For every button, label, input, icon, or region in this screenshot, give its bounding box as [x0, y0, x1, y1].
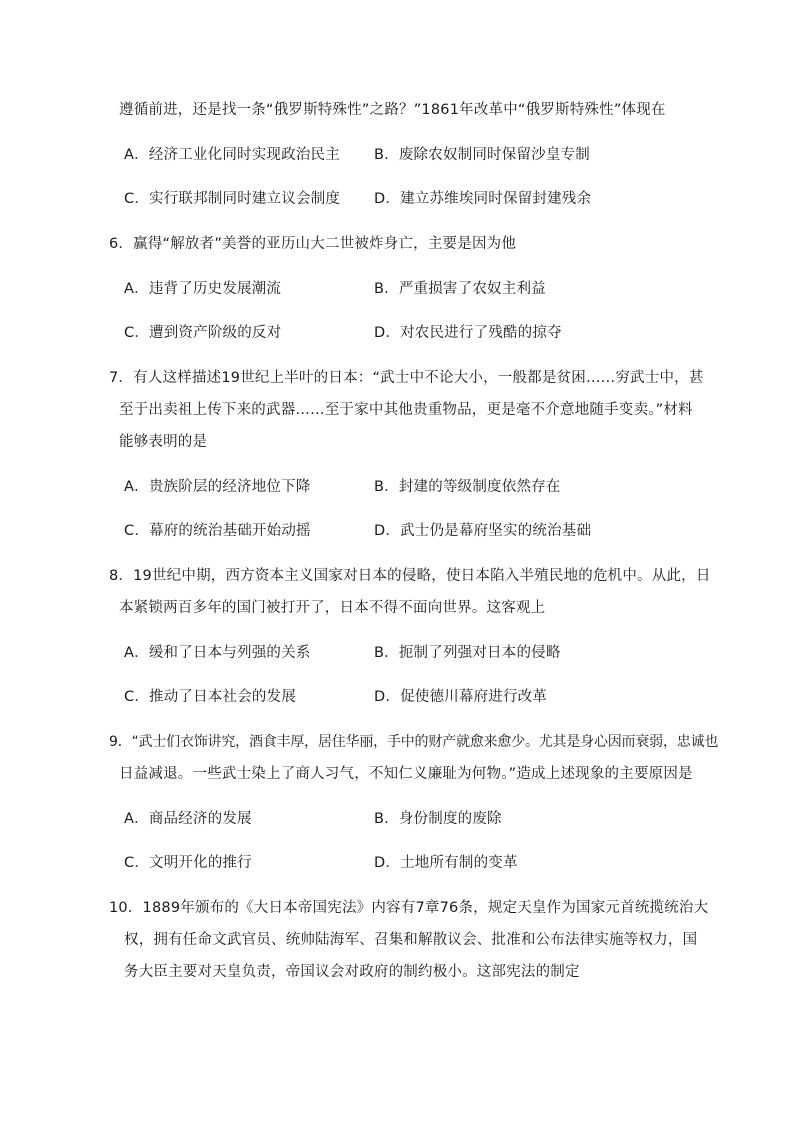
q9-stem-line-2: 日益减退。一些武士染上了商人习气，不知仁义廉耻为何物。”造成上述现象的主要原因是 — [119, 766, 693, 782]
q8-option-b: B．扼制了列强对日本的侵略 — [374, 645, 561, 661]
q6-option-a: A．违背了历史发展潮流 — [124, 281, 282, 297]
q7-stem-line-1: 7．有人这样描述19世纪上半叶的日本：“武士中不论大小，一般都是贫困……穷武士中，甚 — [109, 370, 704, 386]
q6-option-d: D．对农民进行了残酷的掠夺 — [374, 325, 562, 341]
q10-stem-line-1: 10．1889年颁布的《大日本帝国宪法》内容有7章76条，规定天皇作为国家元首统揽统治大 — [109, 900, 709, 916]
q7-option-c: C．幕府的统治基础开始动摇 — [124, 523, 311, 539]
q8-option-a: A．缓和了日本与列强的关系 — [124, 645, 311, 661]
q8-stem-line-2: 本紧锁两百多年的国门被打开了，日本不得不面向世界。这客观上 — [119, 600, 546, 616]
q5-stem-line-1: 遵循前进，还是找一条“俄罗斯特殊性”之路？”1861年改革中“俄罗斯特殊性”体现在 — [119, 102, 666, 118]
q9-option-c: C．文明开化的推行 — [124, 855, 252, 871]
q8-option-d: D．促使德川幕府进行改革 — [374, 689, 548, 705]
q10-stem-line-3: 务大臣主要对天皇负责，帝国议会对政府的制约极小。这部宪法的制定 — [124, 964, 580, 980]
q8-option-c: C．推动了日本社会的发展 — [124, 689, 297, 705]
q7-stem-line-3: 能够表明的是 — [119, 434, 208, 450]
q9-option-a: A．商品经济的发展 — [124, 811, 252, 827]
q5-option-d: D．建立苏维埃同时保留封建残余 — [374, 191, 592, 207]
q7-option-b: B．封建的等级制度依然存在 — [374, 479, 561, 495]
q5-option-b: B．废除农奴制同时保留沙皇专制 — [374, 147, 590, 163]
q7-stem-line-2: 至于出卖祖上传下来的武器……至于家中其他贵重物品，更是毫不介意地随手变卖。”材料 — [119, 402, 693, 418]
q6-option-b: B．严重损害了农奴主利益 — [374, 281, 546, 297]
q5-option-c: C．实行联邦制同时建立议会制度 — [124, 191, 341, 207]
q7-option-a: A．贵族阶层的经济地位下降 — [124, 479, 311, 495]
q6-stem-line-1: 6．赢得“解放者”美誉的亚历山大二世被炸身亡，主要是因为他 — [109, 236, 517, 252]
q9-option-d: D．土地所有制的变革 — [374, 855, 518, 871]
q7-option-d: D．武士仍是幕府坚实的统治基础 — [374, 523, 592, 539]
q9-stem-line-1: 9．“武士们衣饰讲究，酒食丰厚，居住华丽，手中的财产就愈来愈少。尤其是身心因而衰弱，忠诚也 — [109, 734, 719, 750]
q10-stem-line-2: 权，拥有任命文武官员、统帅陆海军、召集和解散议会、批准和公布法律实施等权力，国 — [124, 932, 698, 948]
q5-option-a: A．经济工业化同时实现政治民主 — [124, 147, 340, 163]
q8-stem-line-1: 8．19世纪中期，西方资本主义国家对日本的侵略，使日本陷入半殖民地的危机中。从此，日 — [109, 568, 711, 584]
q9-option-b: B．身份制度的废除 — [374, 811, 502, 827]
q6-option-c: C．遭到资产阶级的反对 — [124, 325, 282, 341]
